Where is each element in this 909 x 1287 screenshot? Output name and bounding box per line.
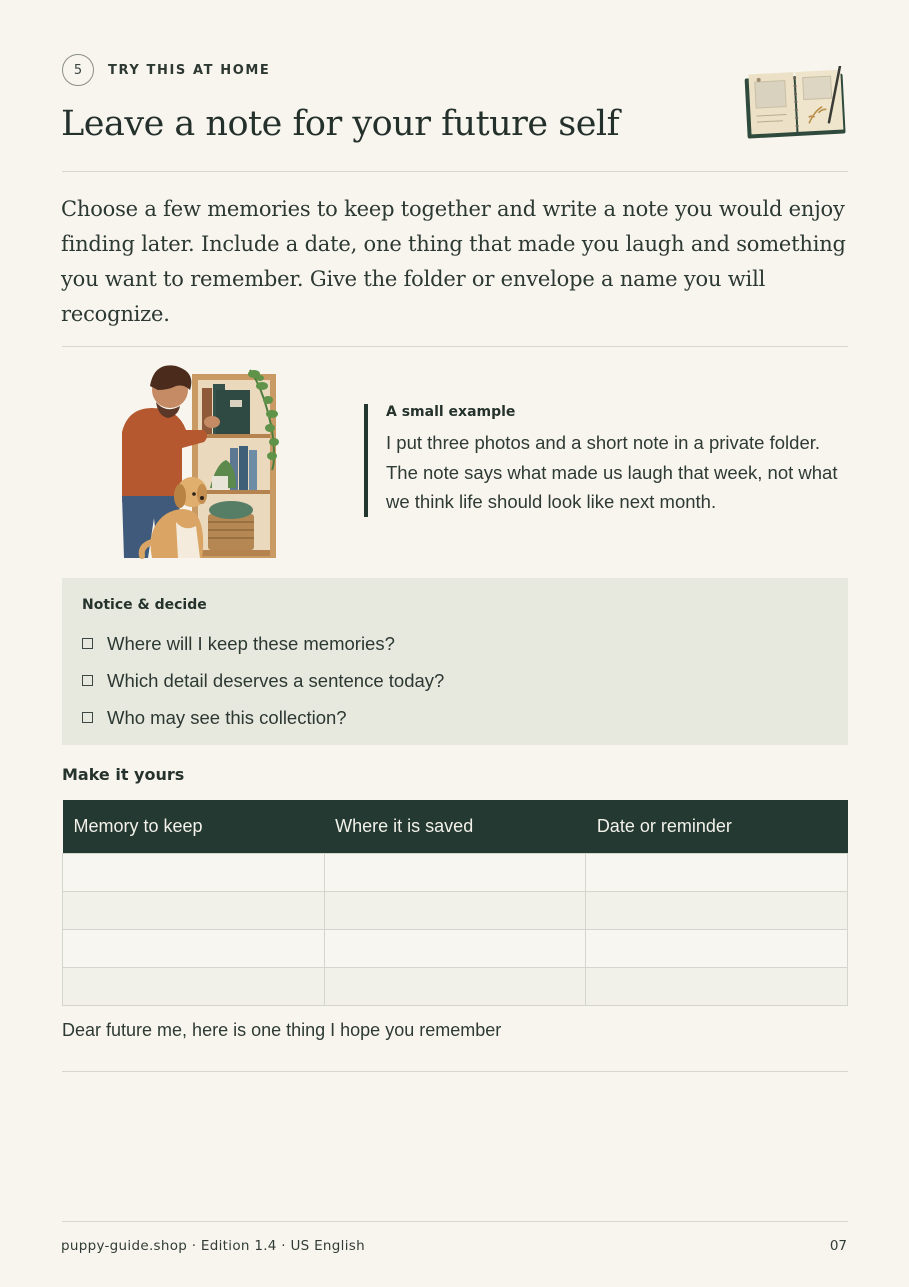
checklist-item-text: Where will I keep these memories? bbox=[107, 632, 395, 654]
divider bbox=[62, 171, 848, 172]
page-number: 07 bbox=[829, 1238, 847, 1254]
example-quote bbox=[364, 404, 854, 517]
notice-box bbox=[62, 578, 848, 745]
step-number-circle bbox=[62, 54, 94, 86]
table-heading: Make it yours bbox=[62, 765, 185, 784]
notice-heading: Notice & decide bbox=[82, 597, 207, 613]
closing-prompt: Dear future me, here is one thing I hope you remember bbox=[62, 1020, 502, 1040]
table-cell[interactable] bbox=[324, 968, 586, 1006]
column-header-location: Where it is saved bbox=[324, 800, 586, 854]
table-cell[interactable] bbox=[63, 968, 325, 1006]
table-cell[interactable] bbox=[63, 930, 325, 968]
table-cell[interactable] bbox=[586, 854, 848, 892]
table-cell[interactable] bbox=[324, 854, 586, 892]
checklist-item-text: Which detail deserves a sentence today? bbox=[107, 669, 445, 691]
writing-line[interactable] bbox=[62, 1071, 848, 1072]
column-header-date: Date or reminder bbox=[586, 800, 848, 854]
table-row bbox=[63, 892, 848, 930]
checkbox-icon[interactable] bbox=[82, 712, 93, 723]
table-row bbox=[63, 930, 848, 968]
step-number: 5 bbox=[73, 62, 83, 78]
checklist-item[interactable] bbox=[82, 625, 828, 662]
memory-table bbox=[62, 800, 848, 1006]
table-cell[interactable] bbox=[586, 968, 848, 1006]
table-cell[interactable] bbox=[586, 930, 848, 968]
man-at-bookshelf-with-puppy-illustration bbox=[112, 362, 288, 562]
example-heading: A small example bbox=[386, 404, 516, 420]
checklist-item[interactable] bbox=[82, 662, 828, 699]
checklist-item[interactable] bbox=[82, 699, 828, 736]
example-body: I put three photos and a short note in a private folder. The note says what made us laugh that week, not what we think life should look like next month. bbox=[386, 432, 838, 512]
table-cell[interactable] bbox=[324, 892, 586, 930]
footer-divider bbox=[62, 1221, 848, 1222]
checkbox-icon[interactable] bbox=[82, 638, 93, 649]
step-header bbox=[62, 54, 270, 86]
table-header-row bbox=[63, 800, 848, 854]
page-title: Leave a note for your future self bbox=[61, 104, 620, 144]
footer-source: puppy-guide.shop · Edition 1.4 · US English bbox=[61, 1238, 365, 1254]
table-row bbox=[63, 968, 848, 1006]
checkbox-icon[interactable] bbox=[82, 675, 93, 686]
column-header-memory: Memory to keep bbox=[63, 800, 325, 854]
open-journal-icon bbox=[742, 66, 850, 142]
table-cell[interactable] bbox=[324, 930, 586, 968]
table-cell[interactable] bbox=[63, 892, 325, 930]
step-label: TRY THIS AT HOME bbox=[108, 62, 271, 78]
divider bbox=[62, 346, 848, 347]
checklist-item-text: Who may see this collection? bbox=[107, 706, 347, 728]
table-row bbox=[63, 854, 848, 892]
table-cell[interactable] bbox=[63, 854, 325, 892]
intro-paragraph: Choose a few memories to keep together and write a note you would enjoy finding later. Include a date, one thing that made you laugh and something you want to remember. Give the folder or envelope a name you will recognize. bbox=[61, 197, 846, 326]
table-cell[interactable] bbox=[586, 892, 848, 930]
